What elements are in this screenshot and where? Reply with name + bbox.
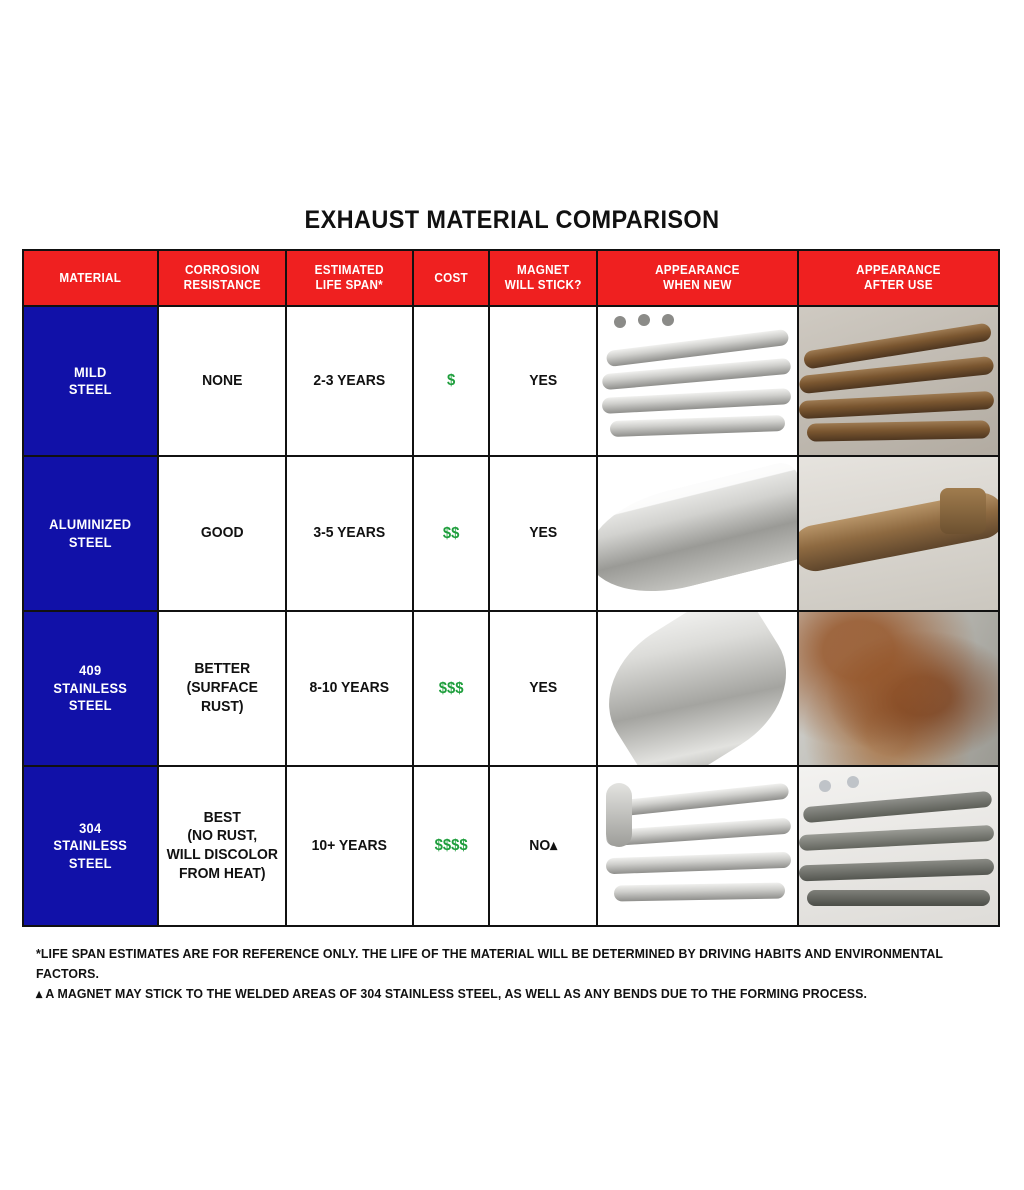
photo-cell-304-used [798,766,999,926]
polished-stainless-pipe-photo [598,612,797,765]
corrosion-cell-aluminized-steel: GOOD [158,456,287,611]
photo-cell-409-new [597,611,798,766]
photo-cell-mild-steel-used [798,306,999,456]
material-cell-aluminized-steel: ALUMINIZED STEEL [23,456,158,611]
column-header-corrosion-resistance: CORROSION RESISTANCE [158,250,287,306]
photo-cell-409-used [798,611,999,766]
magnet-cell-aluminized-steel: YES [489,456,597,611]
magnet-cell-304-stainless-steel: NO▴ [489,766,597,926]
cost-cell-304-stainless-steel: $$$$ [413,766,489,926]
lifespan-cell-aluminized-steel: 3-5 YEARS [286,456,413,611]
surface-rusted-stainless-pipe-photo [799,612,998,765]
rusted-muffler-pipe-photo [799,457,998,610]
column-header-appearance-after-use: APPEARANCE AFTER USE [798,250,999,306]
material-cell-409-stainless-steel: 409 STAINLESS STEEL [23,611,158,766]
table-row [23,306,999,456]
column-header-magnet-will-stick: MAGNET WILL STICK? [489,250,597,306]
material-cell-304-stainless-steel: 304 STAINLESS STEEL [23,766,158,926]
column-header-material: MATERIAL [23,250,158,306]
corrosion-cell-304-stainless-steel: BEST (NO RUST, WILL DISCOLOR FROM HEAT) [158,766,287,926]
shiny-header-photo [598,307,797,455]
cost-cell-aluminized-steel: $$ [413,456,489,611]
column-header-estimated-life-span: ESTIMATED LIFE SPAN* [286,250,413,306]
exhaust-material-comparison-table [22,249,1000,927]
photo-cell-304-new [597,766,798,926]
table-row [23,766,999,926]
lifespan-cell-mild-steel: 2-3 YEARS [286,306,413,456]
column-header-cost: COST [413,250,489,306]
photo-cell-aluminized-used [798,456,999,611]
corrosion-cell-409-stainless-steel: BETTER (SURFACE RUST) [158,611,287,766]
heat-discolored-header-photo [799,767,998,925]
magnet-cell-mild-steel: YES [489,306,597,456]
footnote-magnet: ▴ A MAGNET MAY STICK TO THE WELDED AREAS OF 304 STAINLESS STEEL, AS WELL AS ANY BENDS DUE TO THE FORMING PROCESS. [36,986,867,1002]
lifespan-cell-409-stainless-steel: 8-10 YEARS [286,611,413,766]
stainless-header-photo [598,767,797,925]
rusted-header-photo [799,307,998,455]
magnet-cell-409-stainless-steel: YES [489,611,597,766]
page-title: EXHAUST MATERIAL COMPARISON [304,206,720,234]
photo-cell-mild-steel-new [597,306,798,456]
comparison-chart [22,206,1002,927]
table-header-row [23,250,999,306]
table-row [23,611,999,766]
column-header-appearance-when-new: APPEARANCE WHEN NEW [597,250,798,306]
material-cell-mild-steel: MILD STEEL [23,306,158,456]
corrosion-cell-mild-steel: NONE [158,306,287,456]
footnote-lifespan: *LIFE SPAN ESTIMATES ARE FOR REFERENCE ONLY. THE LIFE OF THE MATERIAL WILL BE DETERMINED BY DRIVING HABITS AND ENVIRONMENTAL FACTORS. [36,946,943,982]
photo-cell-aluminized-new [597,456,798,611]
bent-aluminized-pipe-photo [598,457,797,610]
cost-cell-mild-steel: $ [413,306,489,456]
lifespan-cell-304-stainless-steel: 10+ YEARS [286,766,413,926]
table-row [23,456,999,611]
cost-cell-409-stainless-steel: $$$ [413,611,489,766]
footnotes [36,944,996,1004]
